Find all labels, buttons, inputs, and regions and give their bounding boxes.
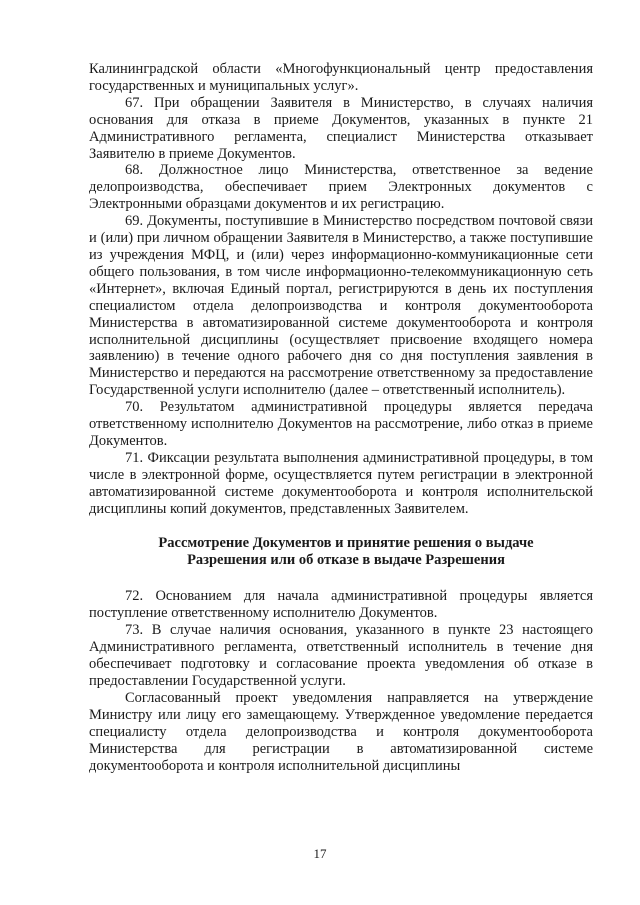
paragraph-continuation: Калининградской области «Многофункциональный центр предоставления государственных и муниципальных услуг». [89, 61, 593, 94]
paragraph-68: 68. Должностное лицо Министерства, ответственное за ведение делопроизводства, обеспечивает прием Электронных документов с Электронными образцами документов и их регистрацию. [89, 162, 593, 213]
paragraph-72: 72. Основанием для начала административной процедуры является поступление ответственному исполнителю Документов. [89, 588, 593, 622]
paragraph-70: 70. Результатом административной процедуры является передача ответственному исполнителю Документов на рассмотрение, либо отказ в приеме Документов. [89, 399, 593, 449]
paragraph-group-after [89, 588, 593, 774]
section-heading [89, 535, 593, 569]
paragraph-71: 71. Фиксации результата выполнения административной процедуры, в том числе в электронной форме, осуществляется путем регистрации в электронной автоматизированной системе документооборота и контроля исполнительской дисциплины копий документов, представленных Заявителем. [89, 449, 593, 517]
document-body [89, 61, 593, 774]
paragraph-73-continuation: Согласованный проект уведомления направляется на утверждение Министру или лицу его замещающему. Утвержденное уведомление передается специалисту отдела делопроизводства и контроля документооборота Министерства для регистрации в автоматизированной системе документооборота и контроля исполнительной дисциплины [89, 689, 593, 774]
paragraph-69: 69. Документы, поступившие в Министерство посредством почтовой связи и (или) при личном обращении Заявителя в Министерство, а также поступившие из учреждения МФЦ, и (или) через информационно-коммуникационные сети общего пользования, в том числе информационно-телекоммуникационную сеть «Интернет», включая Единый портал, регистрируются в день их поступления специалистом отдела делопроизводства и контроля документооборота Министерства в автоматизированной системе документооборота и контроля исполнительной дисциплины (осуществляет присвоение входящего номера заявлению) в течение одного рабочего дня со дня поступления заявления в Министерство и передаются на рассмотрение ответственному за предоставление Государственной услуги исполнителю (далее – ответственный исполнитель). [89, 213, 593, 399]
paragraph-67: 67. При обращении Заявителя в Министерство, в случаях наличия основания для отказа в приеме Документов, указанных в пункте 21 Административного регламента, специалист Министерства отказывает Заявителю в приеме Документов. [89, 94, 593, 162]
section-heading-line-2: Разрешения или об отказе в выдаче Разрешения [187, 552, 505, 569]
paragraph-group-before [89, 61, 593, 517]
page-number: 17 [313, 846, 327, 861]
paragraph-73: 73. В случае наличия основания, указанного в пункте 23 настоящего Административного регламента, ответственный исполнитель в течение дня обеспечивает подготовку и согласование проекта уведомления об отказе в предоставлении Государственной услуги. [89, 622, 593, 689]
section-heading-line-1: Рассмотрение Документов и принятие решения о выдаче [158, 535, 534, 552]
